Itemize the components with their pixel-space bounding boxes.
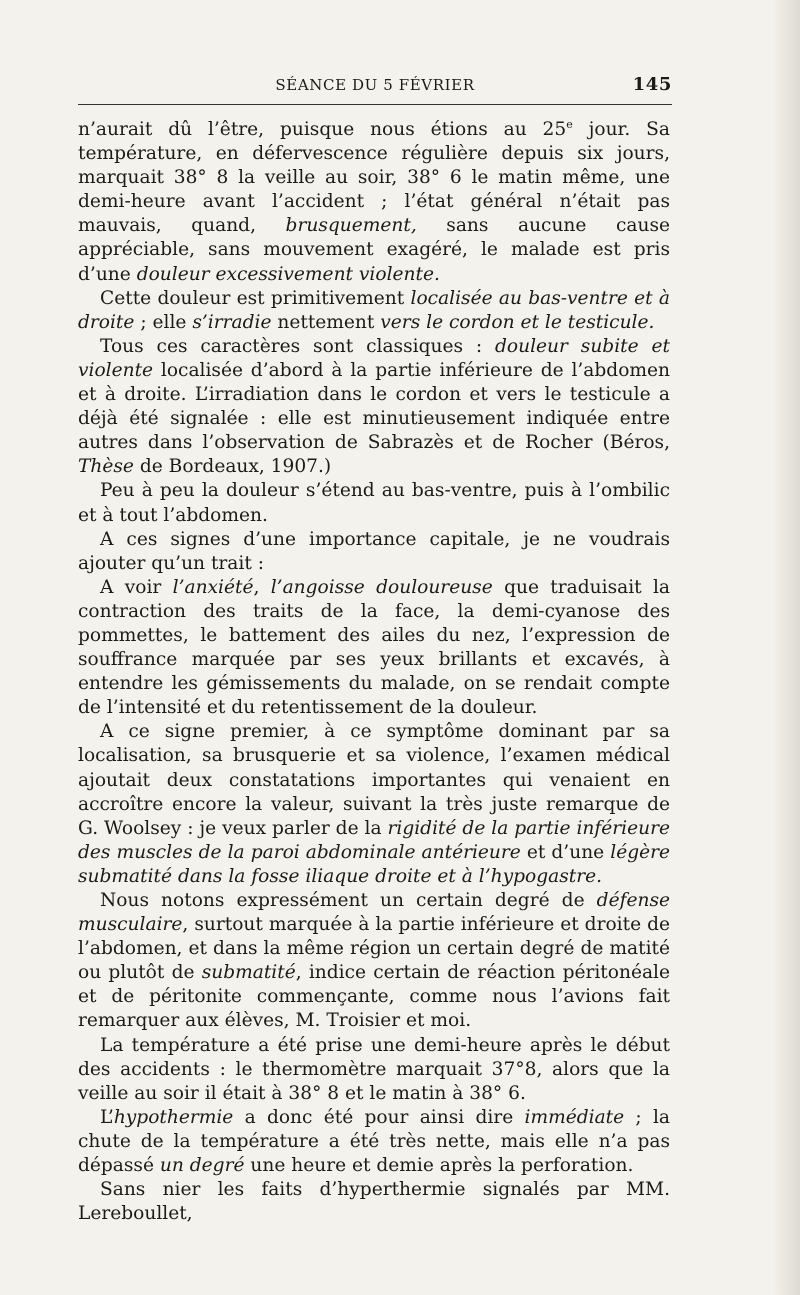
text-run: , surtout marquée à la partie inférieure et droite de l’abdomen, et dans la même région un certain degré de matité ou plutôt de bbox=[78, 914, 670, 984]
italic-text: submatité bbox=[201, 962, 296, 984]
text-run: Nous notons expressément un certain degré de bbox=[100, 890, 597, 911]
text-run: A ce signe premier, à ce symptôme dominant par sa localisation, sa brusquerie et sa violence, l’examen médical ajoutait deux constatations importantes qui venaient en accroître encore la valeur, suivant la très juste remarque de G. Woolsey : je veux parler de la bbox=[78, 721, 670, 839]
text-run: nettement bbox=[271, 311, 381, 333]
paragraph bbox=[78, 528, 670, 576]
text-run: de Bordeaux, 1907.) bbox=[133, 456, 332, 478]
text-run: Sans nier les faits d’hyperthermie signalés par MM. Lereboullet, bbox=[78, 1179, 670, 1225]
italic-text: localisée au bas-ventre et à droite bbox=[78, 287, 670, 333]
italic-text: Thèse bbox=[78, 456, 134, 478]
text-run: , indice certain de réaction péritonéale et de péritonite commençante, comme nous l’avions fait remarquer aux élèves, M. Troisier et moi. bbox=[78, 962, 670, 1032]
text-run: une heure et demie après la perforation. bbox=[244, 1155, 634, 1177]
text-run: jour. Sa température, en défervescence régulière depuis six jours, marquait 38° 8 la veille au soir, 38° 6 le matin même, une demi-heure avant l’accident ; l’état général n’était pas mauvais, quand, bbox=[78, 119, 671, 237]
italic-text: douleur excessivement violente. bbox=[136, 263, 440, 285]
text-run: L’ bbox=[100, 1106, 114, 1128]
italic-text: défense musculaire bbox=[78, 890, 670, 936]
italic-text: l’anxiété bbox=[172, 576, 254, 598]
text-run: sans aucune cause appréciable, sans mouvement exagéré, le malade est pris d’une bbox=[78, 215, 670, 285]
paragraph bbox=[78, 576, 670, 721]
text-run: Peu à peu la douleur s’étend au bas-ventre, puis à l’ombilic et à tout l’abdomen. bbox=[78, 480, 670, 526]
italic-text: rigidité de la partie inférieure des muscles de la paroi abdominale antérieure bbox=[78, 817, 670, 863]
italic-text: s’irradie bbox=[192, 311, 272, 333]
italic-text: un degré bbox=[159, 1155, 245, 1177]
text-run: que traduisait la contraction des traits de la face, la demi-cyanose des pommettes, le battement des ailes du nez, l’expression de souffrance marquée par ses yeux brillants et excavés, à entendre les gémissements du malade, on se rendait compte de l’intensité et du retentissement de la douleur. bbox=[78, 576, 670, 719]
running-header bbox=[78, 72, 672, 98]
header-title: SÉANCE DU 5 FÉVRIER bbox=[275, 76, 475, 94]
italic-text: brusquement, bbox=[285, 215, 417, 237]
superscript-text: e bbox=[566, 117, 573, 131]
italic-text: vers le cordon et le testicule. bbox=[380, 311, 655, 333]
text-run: A ces signes d’une importance capitale, je ne voudrais ajouter qu’un trait : bbox=[78, 528, 670, 574]
page-number: 145 bbox=[632, 74, 672, 95]
italic-text: immédiate bbox=[524, 1106, 625, 1128]
italic-text: douleur subite et violente bbox=[78, 335, 670, 381]
paragraph bbox=[78, 479, 670, 527]
text-run: Cette douleur est primitivement bbox=[100, 287, 411, 309]
paragraph bbox=[78, 1106, 670, 1178]
italic-text: hypothermie bbox=[113, 1106, 234, 1128]
header-rule bbox=[78, 104, 672, 105]
paragraph bbox=[78, 287, 670, 335]
text-run: ; elle bbox=[134, 311, 193, 333]
body-text bbox=[78, 118, 670, 1226]
paragraph bbox=[78, 335, 670, 480]
text-run: et d’une bbox=[520, 841, 611, 863]
italic-text: légère submatité dans la fosse iliaque droite et à l’hypogastre. bbox=[78, 841, 670, 887]
text-run: localisée d’abord à la partie inférieure de l’abdomen et à droite. L’irradiation dans le cordon et vers le testicule a déjà été signalée : elle est minutieusement indiquée entre autres dans l’observation de Sabrazès et de Rocher (Béros, bbox=[78, 359, 670, 454]
paragraph bbox=[78, 118, 670, 287]
paragraph bbox=[78, 720, 670, 889]
text-run: , bbox=[253, 576, 271, 598]
text-run: ; la chute de la température a été très nette, mais elle n’a pas dépassé bbox=[78, 1106, 670, 1177]
paragraph bbox=[78, 1034, 670, 1106]
text-run: n’aurait dû l’être, puisque nous étions au 25 bbox=[78, 119, 567, 140]
text-run: a donc été pour ainsi dire bbox=[233, 1106, 525, 1128]
text-run: Tous ces caractères sont classiques : bbox=[100, 335, 496, 357]
paragraph bbox=[78, 889, 670, 1034]
paragraph bbox=[78, 1178, 670, 1226]
text-run: La température a été prise une demi-heure après le début des accidents : le thermomètre marquait 37°8, alors que la veille au soir il était à 38° 8 et le matin à 38° 6. bbox=[78, 1034, 670, 1104]
italic-text: l’angoisse douloureuse bbox=[270, 576, 493, 598]
text-run: A voir bbox=[100, 576, 173, 598]
page-edge-shadow bbox=[772, 0, 800, 1295]
